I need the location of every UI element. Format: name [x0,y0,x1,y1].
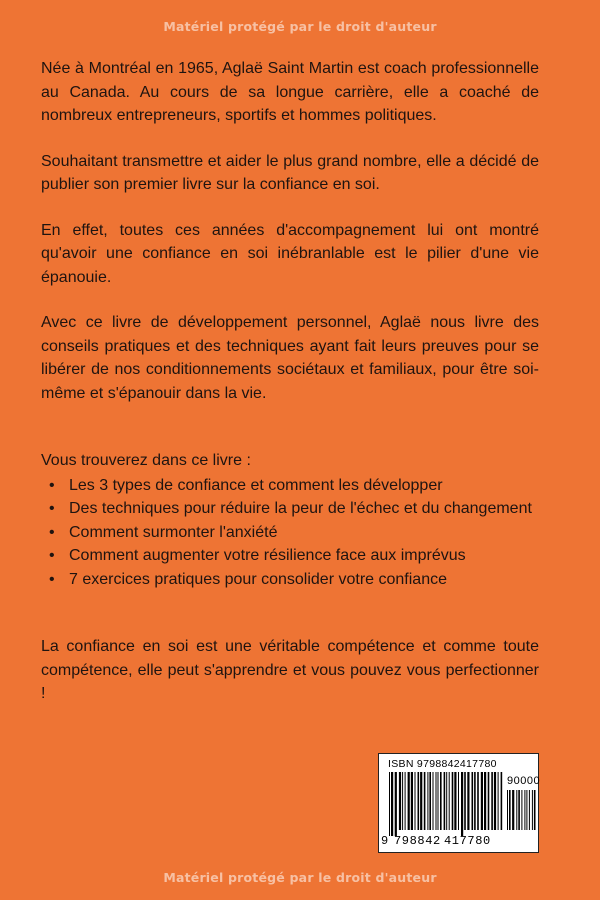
barcode-bar [395,772,397,836]
barcode-bar [498,772,499,830]
barcode-bar [529,790,530,830]
feature-item: • Les 3 types de confiance et comment les développer [69,474,539,498]
barcode-bar [477,772,479,830]
barcode-bar [402,772,403,830]
barcode-bar [467,772,469,830]
barcode-bar [418,772,420,830]
barcode-bar [534,790,536,830]
barcode-bar [458,772,459,830]
barcode-bar [494,772,496,830]
confidence-paragraph: En effet, toutes ces années d'accompagnement lui ont montré qu'avoir une confiance en soi inébranlable est le pilier d'une vie épanouie. [41,221,539,286]
barcode-bar [420,772,422,830]
barcode-bar [438,772,439,830]
barcode-bar [488,772,490,830]
barcode-bar [461,772,463,836]
barcode-bar [427,772,428,830]
barcode-bar [472,772,474,830]
barcode-bar [512,790,514,830]
barcode-bar [516,790,517,830]
barcode-bar [518,790,520,830]
barcode-bar [391,772,393,836]
barcode-bar [424,772,426,830]
barcode-bar [526,790,527,830]
feature-item: • Comment augmenter votre résilience face aux imprévus [69,544,539,568]
barcode-bar [464,772,466,830]
barcode-bar [408,772,410,830]
barcode-bar [521,790,522,830]
copyright-watermark-top: Matériel protégé par le droit d'auteur [163,19,437,34]
barcode-bar [491,772,493,830]
book-content-paragraph: Avec ce livre de développement personnel, Aglaë nous livre des conseils pratiques et des techniques ayant fait leurs preuves pour se libérer de nos conditionnements sociétaux et familiaux, pour être soi-même et s'épanouir dans la vie. [41,314,539,402]
barcode-bar [481,772,483,830]
feature-item: • Comment surmonter l'anxiété [69,521,539,545]
barcode-bar [446,772,447,830]
author-bio-paragraph: Née à Montréal en 1965, Aglaë Saint Martin est coach professionnelle au Canada. Au cours de sa longue carrière, elle a coaché de nombreux entrepreneurs, sportifs et hommes politiques. [41,60,539,124]
feature-item: • 7 exercices pratiques pour consolider votre confiance [69,568,539,592]
isbn-digit-group-right: 417780 [444,834,491,848]
barcode-bar [389,772,390,836]
barcode-bar [433,772,434,830]
closing-paragraph: La confiance en soi est une véritable compétence et comme toute compétence, elle peut s'apprendre et vous pouvez vous perfectionner ! [41,638,539,702]
copyright-watermark-bottom: Matériel protégé par le droit d'auteur [163,870,437,885]
addon-bars [507,790,537,836]
isbn-label: ISBN 9798842417780 [388,758,497,770]
barcode-bar [507,790,508,830]
price-code: 90000 [507,775,541,787]
barcode-bar [415,772,416,830]
barcode-bar [501,772,503,830]
isbn-barcode [378,753,539,853]
barcode-bar [444,772,446,830]
barcode-bar [474,772,476,830]
isbn-digit-lead: 9 [381,834,389,848]
features-list [41,474,539,592]
barcode-bar [449,772,450,830]
feature-item: • Des techniques pour réduire la peur de l'échec et du changement [69,497,539,521]
barcode-bar [436,772,437,830]
back-cover-text [41,57,539,706]
book-purpose-paragraph: Souhaitant transmettre et aider le plus grand nombre, elle a décidé de publier son premier livre sur la confiance en soi. [41,152,539,193]
barcode-bar [509,790,511,830]
barcode-bar [440,772,442,830]
ean13-bars [389,772,503,836]
isbn-digit-group-left: 798842 [394,834,441,848]
barcode-bar [484,772,486,830]
barcode-bar [454,772,456,830]
barcode-bar [399,772,401,830]
features-intro: Vous trouverez dans ce livre : [41,452,251,469]
barcode-bar [452,772,454,830]
barcode-bar [411,772,413,830]
barcode-bar [524,790,525,830]
barcode-bar [405,772,406,830]
barcode-bar [532,790,533,830]
barcode-bar [429,772,431,830]
